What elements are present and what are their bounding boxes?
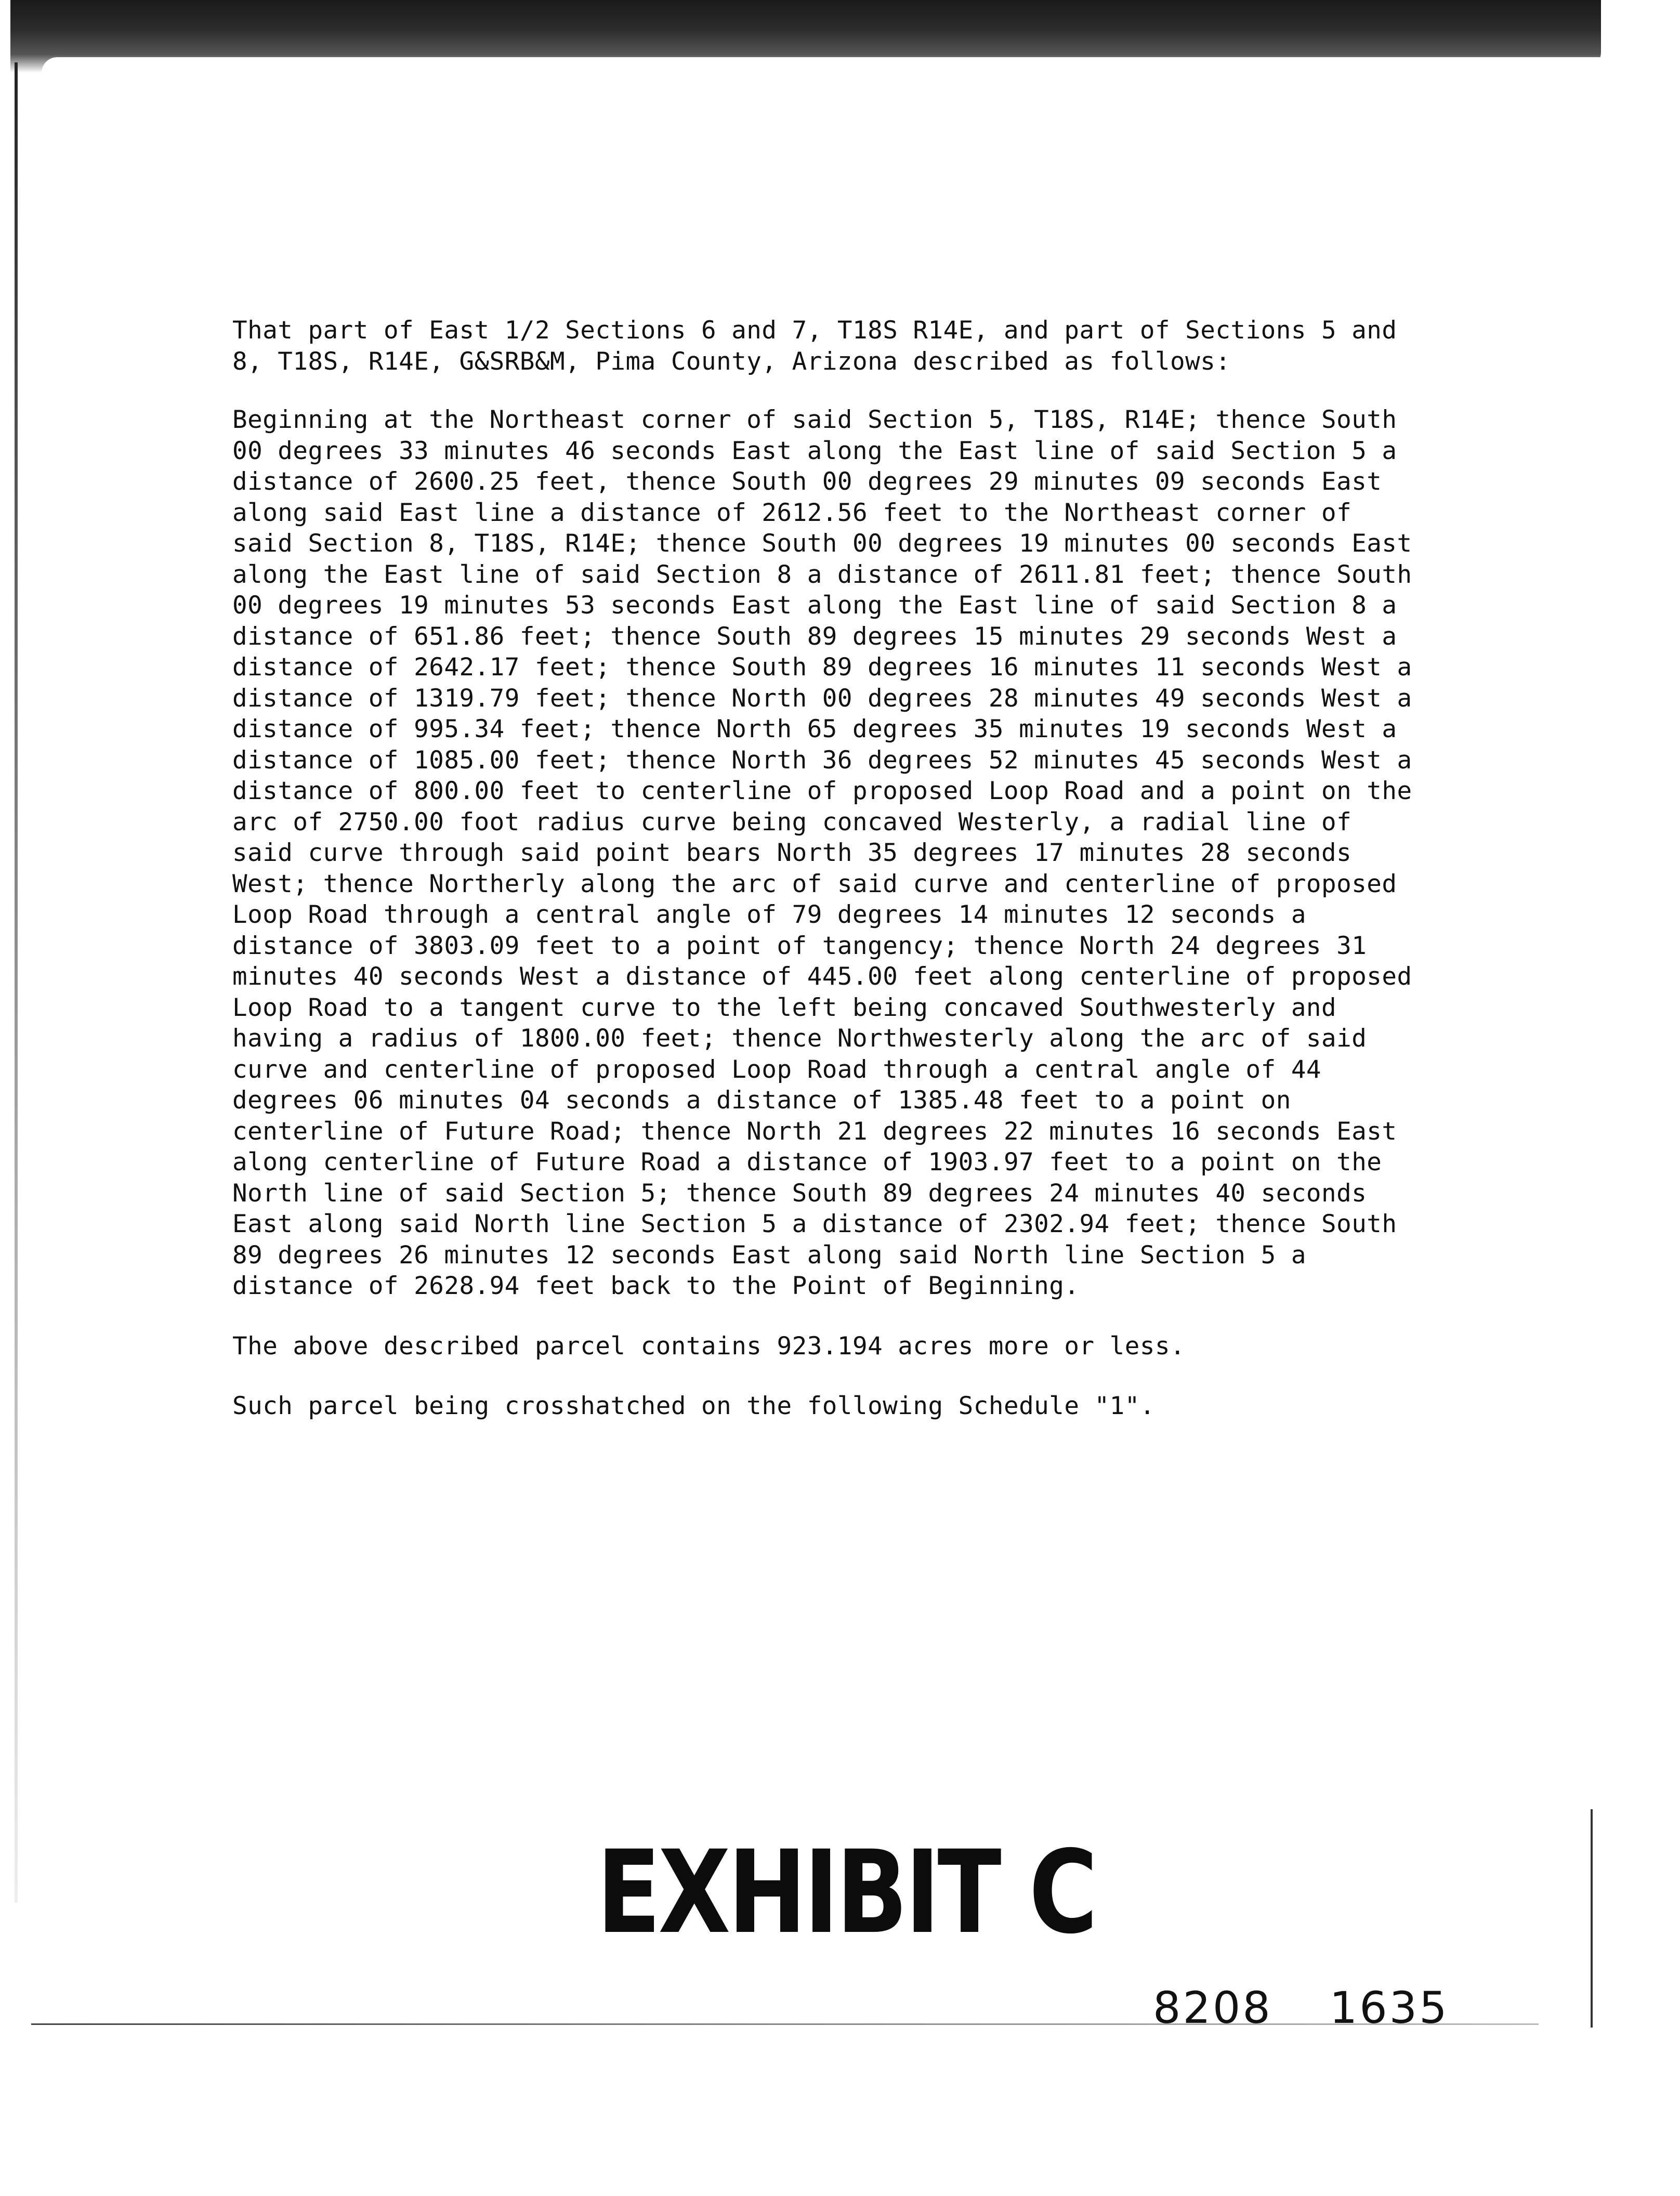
- legal-description-body: Beginning at the Northeast corner of said Section 5, T18S, R14E; thence South 00 degrees 33 minutes 46 seconds East along the East line of said Section 5 a distance of 2600.25 feet, thence South 00 degrees 29 minutes 09 seconds East along said East line a distance of 2612.56 feet to the Northeast corner of said Section 8, T18S, R14E; thence South 00 degrees 19 minutes 00 seconds East along the East line of said Section 8 a distance of 2611.81 feet; thence South 00 degrees 19 minutes 53 seconds East along the East line of said Section 8 a distance of 651.86 feet; thence South 89 degrees 15 minutes 29 seconds West a distance of 2642.17 feet; thence South 89 degrees 16 minutes 11 seconds West a distance of 1319.79 feet; thence North 00 degrees 28 minutes 49 seconds West a distance of 995.34 feet; thence North 65 degrees 35 minutes 19 seconds West a distance of 1085.00 feet; thence North 36 degrees 52 minutes 45 seconds West a distance of 800.00 feet to centerline of proposed Loop Road and a point on the arc of 2750.00 foot radius curve being concaved Westerly, a radial line of said curve through said point bears North 35 degrees 17 minutes 28 seconds West; thence Northerly along the arc of said curve and centerline of proposed Loop Road through a central angle of 79 degrees 14 minutes 12 seconds a distance of 3803.09 feet to a point of tangency; thence North 24 degrees 31 minutes 40 seconds West a distance of 445.00 feet along centerline of proposed Loop Road to a tangent curve to the left being concaved Southwesterly and having a radius of 1800.00 feet; thence Northwesterly along the arc of said curve and centerline of proposed Loop Road through a central angle of 44 degrees 06 minutes 04 seconds a distance of 1385.48 feet to a point on centerline of Future Road; thence North 21 degrees 22 minutes 16 seconds East along centerline of Future Road a distance of 1903.97 feet to a point on the North line of said Section 5; thence South 89 degrees 24 minutes 40 seconds East along said North line Section 5 a distance of 2302.94 feet; thence South 89 degrees 26 minutes 12 seconds East along said North line Section 5 a distance of 2628.94 feet back to the Point of Beginning.: [232, 406, 1412, 1300]
- exhibit-stamp: [597, 1826, 1096, 1959]
- book-number: 8208: [1153, 1982, 1272, 2033]
- scan-right-edge: [1591, 1809, 1593, 2028]
- schedule-note: Such parcel being crosshatched on the following Schedule "1".: [232, 1392, 1155, 1420]
- parcel-acreage: The above described parcel contains 923.194 acres more or less.: [232, 1332, 1186, 1361]
- page-number: 1635: [1329, 1982, 1449, 2033]
- recording-number: [1153, 1982, 1449, 2034]
- scan-left-edge: [15, 62, 18, 1903]
- exhibit-stamp-text: EXHIBIT C: [597, 1826, 1096, 1959]
- scan-top-border: [10, 0, 1601, 73]
- legal-description-intro: That part of East 1/2 Sections 6 and 7, T18S R14E, and part of Sections 5 and 8, T18S, R14E, G&SRB&M, Pima County, Arizona described as follows:: [232, 316, 1397, 376]
